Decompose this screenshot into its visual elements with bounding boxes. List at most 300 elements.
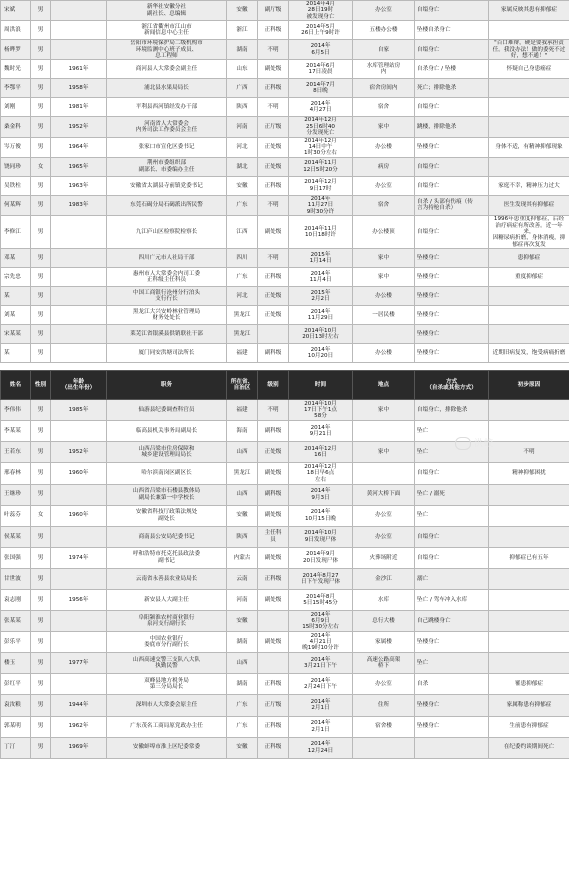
cell-gender: 男 <box>31 306 51 325</box>
cell-province: 河南 <box>227 117 258 137</box>
cell-gender: 男 <box>31 674 51 695</box>
table-row <box>1 674 569 695</box>
cell-position: 四川广元市人社局干部 <box>107 249 227 268</box>
cell-position: 山西吕梁市住房保障和 城乡建设管理局局长 <box>107 442 227 463</box>
cell-province: 广东 <box>227 716 258 737</box>
table-header-row <box>1 371 569 400</box>
cell-birth-year: 1985年 <box>51 400 107 421</box>
cell-position: 深圳市人大常委会原主任 <box>107 695 227 716</box>
cell-province: 安徽 <box>227 176 258 195</box>
cell-birth-year: 1961年 <box>51 60 107 79</box>
cell-name: 刘某 <box>1 306 31 325</box>
cell-method: 坠楼身亡 <box>415 325 489 344</box>
table-row <box>1 611 569 632</box>
cell-rank: 副处级 <box>258 505 289 526</box>
cell-time: 2014年 11月29日 <box>289 306 353 325</box>
cell-name: 宗先忠 <box>1 268 31 287</box>
cell-position: 山西省吕梁市石楼县教体局 副局长兼第一中学校长 <box>107 484 227 505</box>
cell-rank: 正厅级 <box>258 117 289 137</box>
cell-name: 丁汀 <box>1 737 31 758</box>
cell-cause <box>489 400 569 421</box>
cell-name: 彭红平 <box>1 674 31 695</box>
header-method: 方式 （自杀或其他方式） <box>415 371 489 400</box>
cell-cause <box>489 306 569 325</box>
cell-position: 中国农业银行 娄底市分行副行长 <box>107 632 227 653</box>
cell-time: 2014年 2月1日 <box>289 716 353 737</box>
cell-location: 水库管理站房 内 <box>353 60 415 79</box>
cell-birth-year: 1969年 <box>51 737 107 758</box>
cell-gender: 男 <box>31 117 51 137</box>
cell-birth-year: 1958年 <box>51 79 107 98</box>
cell-province: 山西 <box>227 442 258 463</box>
cell-method: 自缢身亡 <box>415 98 489 117</box>
cell-rank: 正科级 <box>258 21 289 40</box>
cell-position: 九江庐山区检察院检察长 <box>107 216 227 249</box>
cell-province: 广东 <box>227 268 258 287</box>
cell-time: 2014年 12月24日 <box>289 737 353 758</box>
cell-position: 哈尔滨南岗区副区长 <box>107 463 227 484</box>
table-row <box>1 653 569 674</box>
cell-name: 袁志刚 <box>1 589 31 610</box>
cell-position: 安徽省科技厅政策法规处 副处长 <box>107 505 227 526</box>
cell-method: 坠亡 / 驾车冲入水库 <box>415 589 489 610</box>
cell-time: 2014年12月 16日 <box>289 442 353 463</box>
cell-name: 彭乐平 <box>1 632 31 653</box>
cell-rank: 正厅级 <box>258 695 289 716</box>
cell-method: 坠楼身亡 <box>415 632 489 653</box>
cell-birth-year <box>51 325 107 344</box>
cell-cause: 在纪委约谈期间死亡 <box>489 737 569 758</box>
header-time: 时间 <box>289 371 353 400</box>
cell-name: 张国强 <box>1 547 31 568</box>
cell-time: 2015年 2月2日 <box>289 287 353 306</box>
cell-position: 浙江省衢州市江山市 新闻信息中心主任 <box>107 21 227 40</box>
cell-rank <box>258 325 289 344</box>
cell-name: 李伟伟 <box>1 400 31 421</box>
cell-position: 中国工商银行沧州分行泊头 支行行长 <box>107 287 227 306</box>
cell-province: 黑龙江 <box>227 306 258 325</box>
cell-name: 刘刚 <box>1 98 31 117</box>
cell-gender: 男 <box>31 632 51 653</box>
cell-gender: 男 <box>31 484 51 505</box>
cell-cause <box>489 325 569 344</box>
cell-name: 李修江 <box>1 216 31 249</box>
cell-province: 黑龙江 <box>227 325 258 344</box>
cell-location: 自家 <box>353 40 415 60</box>
cell-time: 2014年11月 12日5时20分 <box>289 157 353 176</box>
cell-cause <box>489 117 569 137</box>
cell-birth-year: 1977年 <box>51 653 107 674</box>
cell-birth-year: 1952年 <box>51 117 107 137</box>
cell-rank: 不明 <box>258 400 289 421</box>
cell-name: 宋斌 <box>1 1 31 21</box>
cell-location: 宿舍 <box>353 98 415 117</box>
cell-gender: 男 <box>31 1 51 21</box>
cell-location: 水库 <box>353 589 415 610</box>
cell-location: 办公楼 <box>353 137 415 157</box>
cell-cause: 家属称患有抑郁症 <box>489 695 569 716</box>
cell-province: 安徽 <box>227 737 258 758</box>
header-age: 年龄 （出生年份） <box>51 371 107 400</box>
cell-gender: 男 <box>31 21 51 40</box>
cell-position: 阜阳颍淮农村商业银行 泉河支行副行长 <box>107 611 227 632</box>
cell-position: 黑龙江大兴安岭林业管理局 财务处处长 <box>107 306 227 325</box>
header-rank: 级别 <box>258 371 289 400</box>
cell-cause: 不明 <box>489 442 569 463</box>
cell-method: 跳楼，排除他杀 <box>415 117 489 137</box>
cell-location: 家属楼 <box>353 632 415 653</box>
officials-table-top <box>0 0 569 363</box>
cell-gender: 男 <box>31 526 51 547</box>
cell-cause <box>489 568 569 589</box>
cell-name: 王若东 <box>1 442 31 463</box>
wechat-logo-icon <box>455 437 471 450</box>
cell-location: 办公楼 <box>353 287 415 306</box>
cell-rank <box>258 653 289 674</box>
cell-gender: 男 <box>31 737 51 758</box>
table-row <box>1 249 569 268</box>
cell-rank: 正科级 <box>258 716 289 737</box>
cell-cause <box>489 589 569 610</box>
cell-gender: 男 <box>31 421 51 442</box>
header-position: 职务 <box>107 371 227 400</box>
cell-position: 临高县机关事务局副局长 <box>107 421 227 442</box>
table-row <box>1 137 569 157</box>
cell-birth-year: 1965年 <box>51 157 107 176</box>
cell-province: 广东 <box>227 195 258 215</box>
cell-rank: 副处级 <box>258 60 289 79</box>
cell-rank: 不明 <box>258 195 289 215</box>
cell-name: 饶同珍 <box>1 157 31 176</box>
cell-time: 2014年 11月27日 9时30分许 <box>289 195 353 215</box>
cell-method: 坠楼身亡 <box>415 287 489 306</box>
table-row <box>1 195 569 215</box>
cell-method: 坠楼身亡 <box>415 716 489 737</box>
cell-gender: 男 <box>31 98 51 117</box>
cell-method: 自己跳楼身亡 <box>415 611 489 632</box>
cell-cause: 近期旧病复发，饱受病痛折磨 <box>489 344 569 363</box>
table-row <box>1 157 569 176</box>
cell-birth-year <box>51 484 107 505</box>
cell-method: 自缢身亡 <box>415 176 489 195</box>
cell-gender: 男 <box>31 463 51 484</box>
cell-rank: 副处级 <box>258 632 289 653</box>
table-row <box>1 737 569 758</box>
cell-cause: 罹患抑郁症 <box>489 674 569 695</box>
cell-birth-year: 1960年 <box>51 505 107 526</box>
cell-name: 邓某 <box>1 249 31 268</box>
cell-cause: "百口难辩，硬是要我承担责 任。我没办法！做的委死不过 好，想不通！" <box>489 40 569 60</box>
cell-province: 河北 <box>227 137 258 157</box>
cell-province: 福建 <box>227 344 258 363</box>
cell-position: 商河县人大常委会副主任 <box>107 60 227 79</box>
cell-position: 新华社安徽分社 副社长、总编辑 <box>107 1 227 21</box>
cell-birth-year <box>51 611 107 632</box>
cell-rank: 正科级 <box>258 79 289 98</box>
cell-time: 2014年12月 18日早6点 左右 <box>289 463 353 484</box>
cell-time: 2014年 6月5日 <box>289 40 353 60</box>
cell-position: 莱芜江省银溪县供销联社干部 <box>107 325 227 344</box>
cell-time: 2014年7月 8日晚 <box>289 79 353 98</box>
cell-rank: 正处级 <box>258 442 289 463</box>
cell-gender: 男 <box>31 344 51 363</box>
cell-time: 2014年12月 9日17时 <box>289 176 353 195</box>
cell-birth-year: 1963年 <box>51 176 107 195</box>
cell-time: 2014年 2月24日下午 <box>289 674 353 695</box>
cell-name: 侯某某 <box>1 526 31 547</box>
cell-location <box>353 421 415 442</box>
cell-name: 邢春林 <box>1 463 31 484</box>
cell-location: 家中 <box>353 442 415 463</box>
officials-table-bottom <box>0 370 569 759</box>
cell-time: 2014年 9月21日 <box>289 421 353 442</box>
cell-rank: 正处级 <box>258 287 289 306</box>
header-province: 所在省、 自治区 <box>227 371 258 400</box>
table-row <box>1 589 569 610</box>
cell-location: 办公室 <box>353 526 415 547</box>
cell-method: 自缢身亡 <box>415 547 489 568</box>
cell-method: 坠亡 / 溺死 <box>415 484 489 505</box>
cell-province: 江西 <box>227 216 258 249</box>
table-row <box>1 1 569 21</box>
cell-time: 2015年 1月14日 <box>289 249 353 268</box>
cell-province: 广西 <box>227 79 258 98</box>
cell-province: 河北 <box>227 287 258 306</box>
cell-location: 火葬场附近 <box>353 547 415 568</box>
cell-cause <box>489 611 569 632</box>
cell-province: 湖南 <box>227 632 258 653</box>
cell-province: 浙江 <box>227 21 258 40</box>
cell-position: 平利县西河镇经发办干部 <box>107 98 227 117</box>
cell-cause <box>489 98 569 117</box>
cell-birth-year <box>51 287 107 306</box>
cell-name: 张某某 <box>1 611 31 632</box>
cell-gender: 男 <box>31 653 51 674</box>
cell-position: 厦门同安洪塘司法所长 <box>107 344 227 363</box>
cell-gender: 男 <box>31 137 51 157</box>
cell-rank: 副处级 <box>258 463 289 484</box>
cell-birth-year: 1956年 <box>51 589 107 610</box>
cell-birth-year: 1964年 <box>51 137 107 157</box>
cell-gender: 男 <box>31 176 51 195</box>
cell-cause <box>489 484 569 505</box>
cell-province: 四川 <box>227 249 258 268</box>
cell-cause: 患抑郁症 <box>489 249 569 268</box>
cell-cause: 1996年患重度抑郁症，后经 治疗病症有所改善。近一年来， 因糖尿病折磨，身体消瘦，抑 郁症再次复发 <box>489 216 569 249</box>
cell-location: 办公室 <box>353 505 415 526</box>
cell-cause: 生前患有抑郁症 <box>489 716 569 737</box>
cell-rank: 正科级 <box>258 568 289 589</box>
cell-cause <box>489 505 569 526</box>
cell-location: 一居民楼 <box>353 306 415 325</box>
cell-position: 新安县人大副主任 <box>107 589 227 610</box>
cell-time: 2014年 10月15日晚 <box>289 505 353 526</box>
table-row <box>1 325 569 344</box>
cell-birth-year: 1974年 <box>51 547 107 568</box>
cell-method: 自缢身亡 <box>415 216 489 249</box>
cell-position: 安徽省太湖县寺前镇党委书记 <box>107 176 227 195</box>
cell-position: 浦北县水果局局长 <box>107 79 227 98</box>
cell-time: 2014年9月 20日发现尸体 <box>289 547 353 568</box>
cell-location: 金沙江 <box>353 568 415 589</box>
cell-position: 商南县公安局纪委书记 <box>107 526 227 547</box>
cell-birth-year <box>51 526 107 547</box>
table-row <box>1 400 569 421</box>
cell-position: 山西高速交警三支队八大队 执勤民警 <box>107 653 227 674</box>
cell-name: 宋某某 <box>1 325 31 344</box>
cell-rank: 正处级 <box>258 137 289 157</box>
cell-rank: 主任科 员 <box>258 526 289 547</box>
cell-birth-year <box>51 344 107 363</box>
table-row <box>1 695 569 716</box>
cell-method: 溺亡 <box>415 568 489 589</box>
cell-location: 宿舍房间内 <box>353 79 415 98</box>
cell-location: 五楼办公楼 <box>353 21 415 40</box>
cell-position: 云南省永善县农业局局长 <box>107 568 227 589</box>
cell-location: 办公室 <box>353 176 415 195</box>
cell-gender: 男 <box>31 249 51 268</box>
cell-rank: 不明 <box>258 249 289 268</box>
table-row <box>1 216 569 249</box>
cell-location: 办公楼 <box>353 344 415 363</box>
cell-gender: 男 <box>31 695 51 716</box>
cell-name: 某 <box>1 287 31 306</box>
cell-rank: 不明 <box>258 40 289 60</box>
header-name: 姓名 <box>1 371 31 400</box>
cell-time: 2014年10月 17日下午1点 58分 <box>289 400 353 421</box>
table-row <box>1 505 569 526</box>
cell-province: 福建 <box>227 400 258 421</box>
cell-cause <box>489 653 569 674</box>
header-gender: 性别 <box>31 371 51 400</box>
cell-method: 坠楼自杀身亡 <box>415 21 489 40</box>
table-row <box>1 98 569 117</box>
cell-name: 杨晔罗 <box>1 40 31 60</box>
cell-position: 东莞石碣分局石碣派出所民警 <box>107 195 227 215</box>
cell-cause <box>489 287 569 306</box>
cell-birth-year <box>51 632 107 653</box>
cell-position: 岳阳市环境保护局二级机构市 环境监测中心班子成员、 总工程师 <box>107 40 227 60</box>
cell-location <box>353 463 415 484</box>
cell-position: 安徽蚌埠市淮上区纪委常委 <box>107 737 227 758</box>
cell-cause: 家属反映其患有抑郁症 <box>489 1 569 21</box>
cell-location: 住所 <box>353 695 415 716</box>
cell-province: 安徽 <box>227 611 258 632</box>
cell-time: 2014年 4月27日 <box>289 98 353 117</box>
cell-rank: 正科级 <box>258 674 289 695</box>
cell-time: 2014年 3月21日下午 <box>289 653 353 674</box>
cell-birth-year: 1952年 <box>51 442 107 463</box>
cell-location: 办公楼顶 <box>353 216 415 249</box>
cell-province: 湖南 <box>227 674 258 695</box>
cell-gender: 男 <box>31 589 51 610</box>
watermark-text: 洪蛟 <box>474 439 495 449</box>
cell-time: 2014年8月 5日15时45分 <box>289 589 353 610</box>
cell-location: 家中 <box>353 249 415 268</box>
cell-name: 叶蕊芬 <box>1 505 31 526</box>
cell-birth-year <box>51 21 107 40</box>
cell-birth-year <box>51 268 107 287</box>
cell-cause: 身体不适，有精神抑郁现象 <box>489 137 569 157</box>
cell-location: 办公室 <box>353 674 415 695</box>
cell-position: 仙游县纪委调查科官员 <box>107 400 227 421</box>
cell-method: 自缢身亡，排除他杀 <box>415 400 489 421</box>
cell-cause <box>489 421 569 442</box>
cell-rank: 正科级 <box>258 176 289 195</box>
cell-rank: 不明 <box>258 98 289 117</box>
cell-cause <box>489 632 569 653</box>
cell-birth-year <box>51 421 107 442</box>
cell-method: 坠亡 <box>415 442 489 463</box>
cell-province: 陕西 <box>227 98 258 117</box>
cell-name: 岑万俊 <box>1 137 31 157</box>
cell-location: 高速公路高架 桥下 <box>353 653 415 674</box>
cell-gender: 男 <box>31 547 51 568</box>
cell-birth-year <box>51 40 107 60</box>
cell-time: 2014年 2月1日 <box>289 695 353 716</box>
cell-method: 坠楼身亡 <box>415 137 489 157</box>
cell-province: 陕西 <box>227 526 258 547</box>
cell-position: 河南省人大常委会 内务司法工作委员会主任 <box>107 117 227 137</box>
cell-province: 河南 <box>227 589 258 610</box>
cell-name: 周洪浪 <box>1 21 31 40</box>
cell-time: 2014年10月 9日发现尸体 <box>289 526 353 547</box>
cell-position: 张家口市宣化区委书记 <box>107 137 227 157</box>
cell-name: 何某辉 <box>1 195 31 215</box>
cell-province: 海南 <box>227 421 258 442</box>
cell-location: 家中 <box>353 117 415 137</box>
cell-time: 2014年 11月4日 <box>289 268 353 287</box>
cell-birth-year: 1960年 <box>51 463 107 484</box>
watermark <box>455 436 494 450</box>
cell-method: 坠楼身亡 <box>415 344 489 363</box>
table-row <box>1 287 569 306</box>
cell-rank: 副科级 <box>258 344 289 363</box>
cell-location: 宿舍 <box>353 195 415 215</box>
cell-method: 坠亡 <box>415 653 489 674</box>
cell-cause: 重度抑郁症 <box>489 268 569 287</box>
cell-name: 李某某 <box>1 421 31 442</box>
cell-location <box>353 737 415 758</box>
table-row <box>1 21 569 40</box>
cell-birth-year: 1944年 <box>51 695 107 716</box>
cell-time: 2014年 9月3日 <box>289 484 353 505</box>
cell-cause: 精神抑郁困扰 <box>489 463 569 484</box>
cell-method: 自杀身亡 / 坠楼 <box>415 60 489 79</box>
cell-gender: 男 <box>31 400 51 421</box>
cell-location: 宿舍楼 <box>353 716 415 737</box>
header-cause: 初步原因 <box>489 371 569 400</box>
cell-rank: 正处级 <box>258 306 289 325</box>
table-row <box>1 632 569 653</box>
cell-gender: 男 <box>31 611 51 632</box>
cell-time: 2014年 10月20日 <box>289 344 353 363</box>
cell-position: 惠州市人大常委会内司工委 正科级主任科员 <box>107 268 227 287</box>
cell-cause <box>489 21 569 40</box>
cell-method: 自缢身亡 <box>415 1 489 21</box>
cell-time: 2014年4月 28日19时 被发现身亡 <box>289 1 353 21</box>
cell-birth-year <box>51 216 107 249</box>
table-row <box>1 117 569 137</box>
cell-method: 坠楼身亡 <box>415 695 489 716</box>
cell-rank: 正处级 <box>258 157 289 176</box>
cell-rank: 正科级 <box>258 268 289 287</box>
cell-cause <box>489 526 569 547</box>
cell-method: 死亡；排除他杀 <box>415 79 489 98</box>
cell-method: 自缢身亡 <box>415 526 489 547</box>
table-row <box>1 344 569 363</box>
cell-name: 吴铁柱 <box>1 176 31 195</box>
